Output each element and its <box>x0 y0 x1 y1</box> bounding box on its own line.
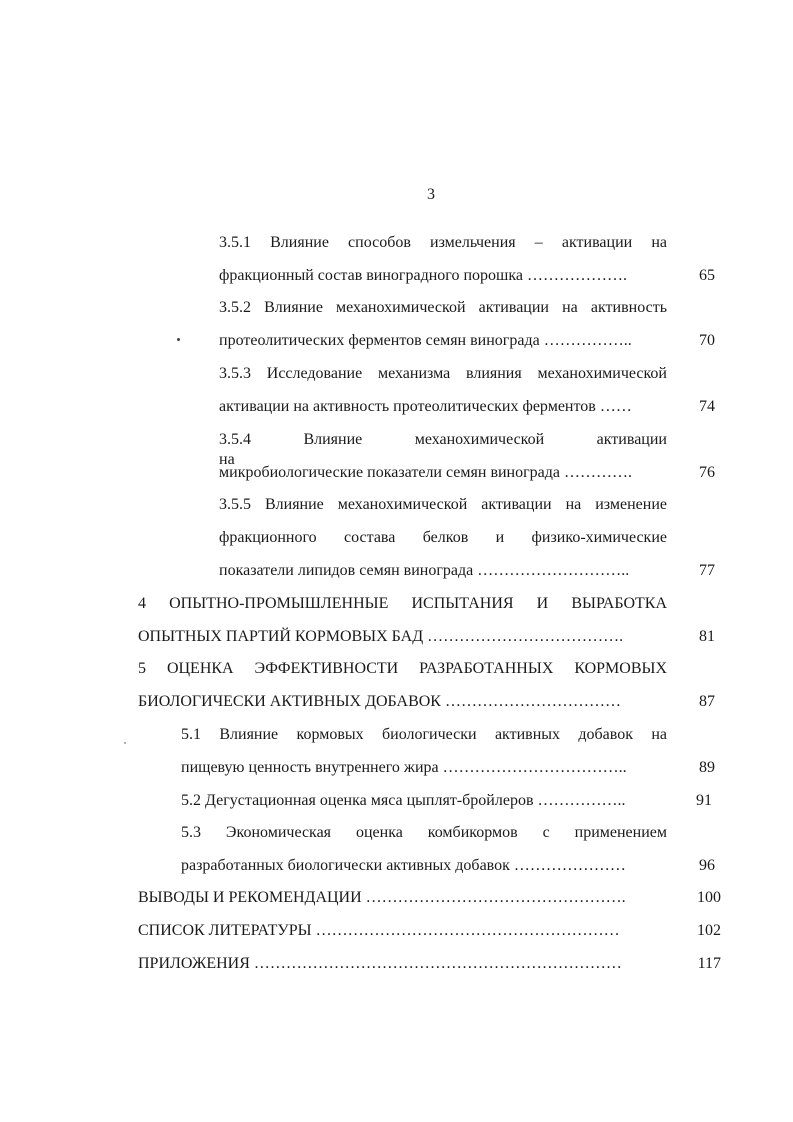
toc-entry-5-2-line1: 5.2 Дегустационная оценка мяса цыплят-бройлеров …………….. <box>181 792 626 809</box>
toc-entry-5-3-line2: разработанных биологически активных добавок ………………… <box>181 857 626 874</box>
toc-entry-3-5-3-line1: 3.5.3 Исследование механизма влияния механохимической <box>219 365 667 382</box>
toc-entry-5-page: 87 <box>699 693 715 710</box>
toc-entry-5-1-line1: 5.1 Влияние кормовых биологически активных добавок на <box>181 726 667 743</box>
toc-entry-3-5-5-line2: фракционного состава белков и физико-химические <box>219 529 667 546</box>
toc-entry-4-line1: 4 ОПЫТНО-ПРОМЫШЛЕННЫЕ ИСПЫТАНИЯ И ВЫРАБОТКА <box>138 595 667 612</box>
toc-entry-4-line2: ОПЫТНЫХ ПАРТИЙ КОРМОВЫХ БАД ………………………………. <box>138 628 624 645</box>
toc-entry-5-1-line2: пищевую ценность внутреннего жира …………………………….. <box>181 759 627 776</box>
toc-entry-3-5-4-line1: 3.5.4 Влияние механохимической активации на <box>219 431 667 468</box>
toc-entry-references: СПИСОК ЛИТЕРАТУРЫ ………………………………………………… <box>138 922 620 939</box>
scan-speck <box>124 742 126 744</box>
toc-entry-3-5-5-line1: 3.5.5 Влияние механохимической активации на изменение <box>219 496 667 513</box>
toc-entry-5-line2: БИОЛОГИЧЕСКИ АКТИВНЫХ ДОБАВОК …………………………… <box>138 693 621 710</box>
toc-entry-3-5-1-line2: фракционный состав виноградного порошка ………………. <box>219 267 627 284</box>
toc-entry-references-page: 102 <box>697 922 721 939</box>
toc-entry-5-3-line1: 5.3 Экономическая оценка комбикормов с применением <box>181 824 667 841</box>
toc-entry-3-5-5-line3: показатели липидов семян винограда ……………………….. <box>219 562 630 579</box>
toc-entry-3-5-4-line2: микробиологические показатели семян винограда …………. <box>219 464 633 481</box>
toc-entry-appendices: ПРИЛОЖЕНИЯ …………………………………………………………… <box>138 955 622 972</box>
toc-entry-conclusions-page: 100 <box>697 889 721 906</box>
toc-entry-3-5-2-line1: 3.5.2 Влияние механохимической активации на активность <box>219 299 667 316</box>
toc-entry-3-5-1-line1: 3.5.1 Влияние способов измельчения – активации на <box>219 234 667 251</box>
toc-entry-3-5-3-line2: активации на активность протеолитических ферментов …… <box>219 398 632 415</box>
toc-entry-5-line1: 5 ОЦЕНКА ЭФФЕКТИВНОСТИ РАЗРАБОТАННЫХ КОРМОВЫХ <box>138 660 667 677</box>
toc-entry-appendices-page: 117 <box>697 955 721 972</box>
toc-entry-4-page: 81 <box>699 628 715 645</box>
toc-entry-3-5-2-page: 70 <box>699 332 715 349</box>
toc-entry-5-1-page: 89 <box>699 759 715 776</box>
toc-entry-3-5-3-page: 74 <box>699 398 715 415</box>
toc-entry-5-2-page: 91 <box>696 792 712 809</box>
page-number: 3 <box>427 186 435 203</box>
toc-entry-3-5-4-page: 76 <box>699 464 715 481</box>
scan-speck <box>177 338 180 341</box>
toc-entry-3-5-5-page: 77 <box>699 562 715 579</box>
toc-entry-5-3-page: 96 <box>699 857 715 874</box>
toc-entry-conclusions: ВЫВОДЫ И РЕКОМЕНДАЦИИ …………………………………………. <box>138 889 626 906</box>
toc-entry-3-5-1-page: 65 <box>699 267 715 284</box>
toc-entry-3-5-2-line2: протеолитических ферментов семян винограда …………….. <box>219 332 632 349</box>
